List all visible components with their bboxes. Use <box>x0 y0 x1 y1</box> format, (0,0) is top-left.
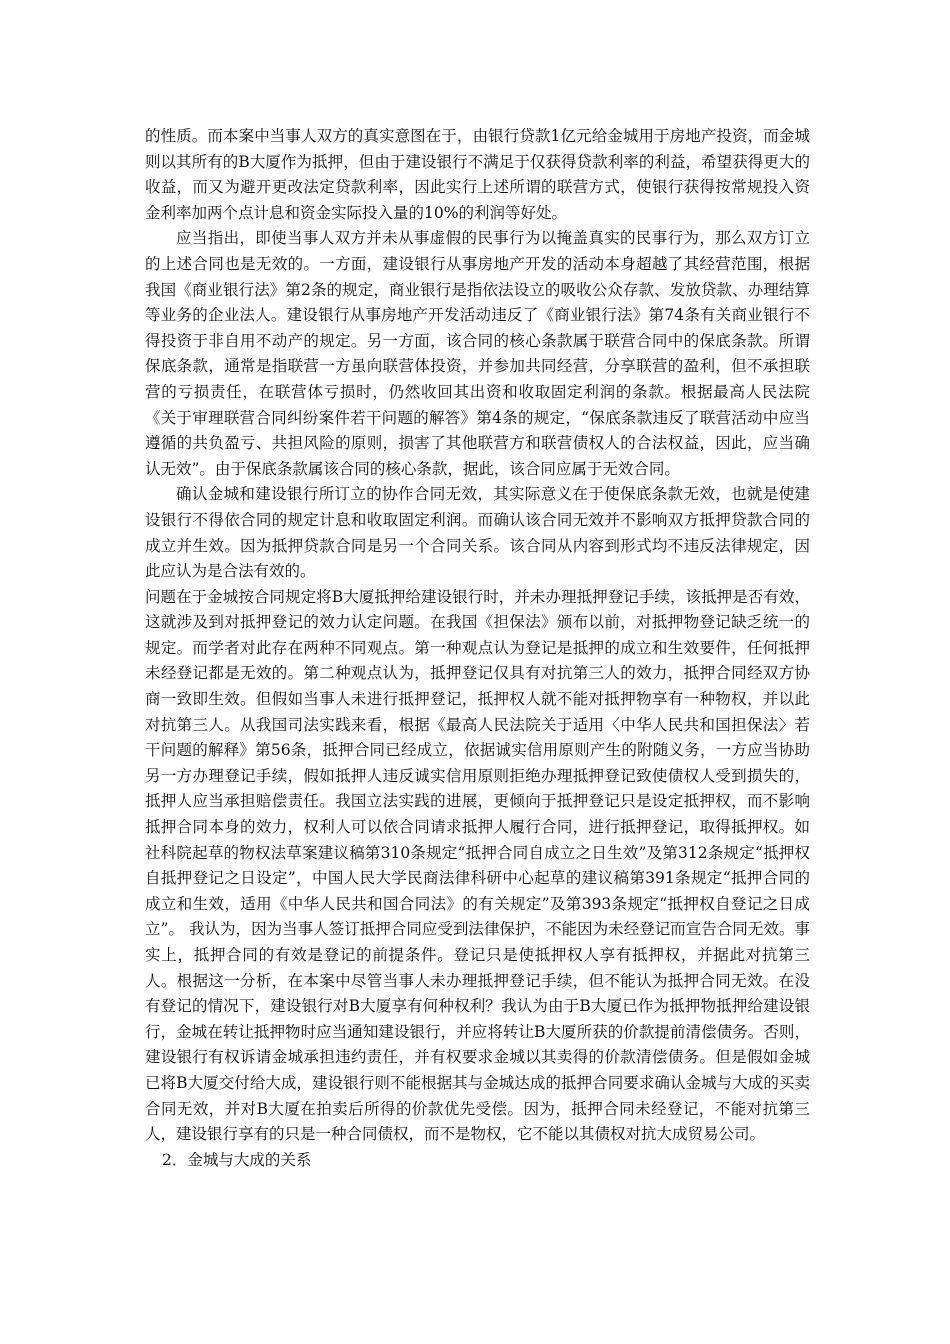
section-heading: 2．金城与大成的关系 <box>162 1150 312 1169</box>
paragraph-invalid-contract: 应当指出，即使当事人双方并未从事虚假的民事行为以掩盖真实的民事行为，那么双方订立的上述合同也是无效的。一方面，建设银行从事房地产开发的活动本身超越了其经营范围，根据我国《商业银行法》第2条的规定，商业银行是指依法设立的吸收公众存款、发放贷款、办理结算等业务的企业法人。建设银行从事房地产开发活动违反了《商业银行法》第74条有关商业银行不得投资于非自用不动产的规定。另一方面，该合同的核心条款属于联营合同中的保底条款。所谓保底条款，通常是指联营一方虽向联营体投资，并参加共同经营，分享联营的盈利，但不承担联营的亏损责任，在联营体亏损时，仍然收回其出资和收取固定利润的条款。根据最高人民法院《关于审理联营合同纠纷案件若干问题的解答》第4条的规定，“保底条款违反了联营活动中应当遵循的共负盈亏、共担风险的原则，损害了其他联营方和联营债权人的合法权益，因此，应当确认无效”。由于保底条款属该合同的核心条款，据此，该合同应属于无效合同。 <box>145 229 810 478</box>
paragraph-continuation: 的性质。而本案中当事人双方的真实意图在于，由银行贷款1亿元给金城用于房地产投资，而金城则以其所有的B大厦作为抵押，但由于建设银行不满足于仅获得贷款利率的利益，希望获得更大的收益，而又为避开更改法定贷款利率，因此实行上述所谓的联营方式，使银行获得按常规投入资金利率加两个点计息和资金实际投入量的10%的利润等好处。 <box>145 127 810 222</box>
paragraph-guarantee-clause: 确认金城和建设银行所订立的协作合同无效，其实际意义在于使保底条款无效，也就是使建设银行不得依合同的规定计息和收取固定利润。而确认该合同无效并不影响双方抵押贷款合同的成立并生效。因为抵押贷款合同是另一个合同关系。该合同从内容到形式均不违反法律规定，因此应认为是合法有效的。 <box>145 485 810 581</box>
paragraph-mortgage-registration: 问题在于金城按合同规定将B大厦抵押给建设银行时，并未办理抵押登记手续，该抵押是否有效，这就涉及到对抵押登记的效力认定问题。在我国《担保法》颁布以前，对抵押物登记缺乏统一的规定。而学者对此存在两种不同观点。第一种观点认为登记是抵押的成立和生效要件，任何抵押未经登记都是无效的。第二种观点认为，抵押登记仅具有对抗第三人的效力，抵押合同经双方协商一致即生效。但假如当事人未进行抵押登记，抵押权人就不能对抵押物享有一种物权，并以此对抗第三人。从我国司法实践来看，根据《最高人民法院关于适用〈中华人民共和国担保法〉若干问题的解释》第56条，抵押合同已经成立，依据诚实信用原则产生的附随义务，一方应当协助另一方办理登记手续，假如抵押人违反诚实信用原则拒绝办理抵押登记致使债权人受到损失的，抵押人应当承担赔偿责任。我国立法实践的进展，更倾向于抵押登记只是设定抵押权，而不影响抵押合同本身的效力，权利人可以依合同请求抵押人履行合同，进行抵押登记，取得抵押权。如社科院起草的物权法草案建议稿第310条规定“抵押合同自成立之日生效”及第312条规定“抵押权自抵押登记之日设定”，中国人民大学民商法律科研中心起草的建议稿第391条规定“抵押合同的成立和生效，适用《中华人民共和国合同法》的有关规定”及第393条规定“抵押权自登记之日成立”。 我认为，因为当事人签订抵押合同应受到法律保护，不能因为未经登记而宣告合同无效。事实上，抵押合同的有效是登记的前提条件。登记只是使抵押权人享有抵押权，并据此对抗第三人。根据这一分析，在本案中尽管当事人未办理抵押登记手续，但不能认为抵押合同无效。在没有登记的情况下，建设银行对B大厦享有何种权利？我认为由于B大厦已作为抵押物抵押给建设银行，金城在转让抵押物时应当通知建设银行，并应将转让B大厦所获的价款提前清偿债务。否则，建设银行有权诉请金城承担违约责任，并有权要求金城以其卖得的价款清偿债务。但是假如金城已将B大厦交付给大成，建设银行则不能根据其与金城达成的抵押合同要求确认金城与大成的买卖合同无效，并对B大厦在拍卖后所得的价款优先受偿。因为，抵押合同未经登记，不能对抗第三人，建设银行享有的只是一种合同债权，而不是物权，它不能以其债权对抗大成贸易公司。 <box>145 587 810 1144</box>
document-page <box>145 124 810 1173</box>
